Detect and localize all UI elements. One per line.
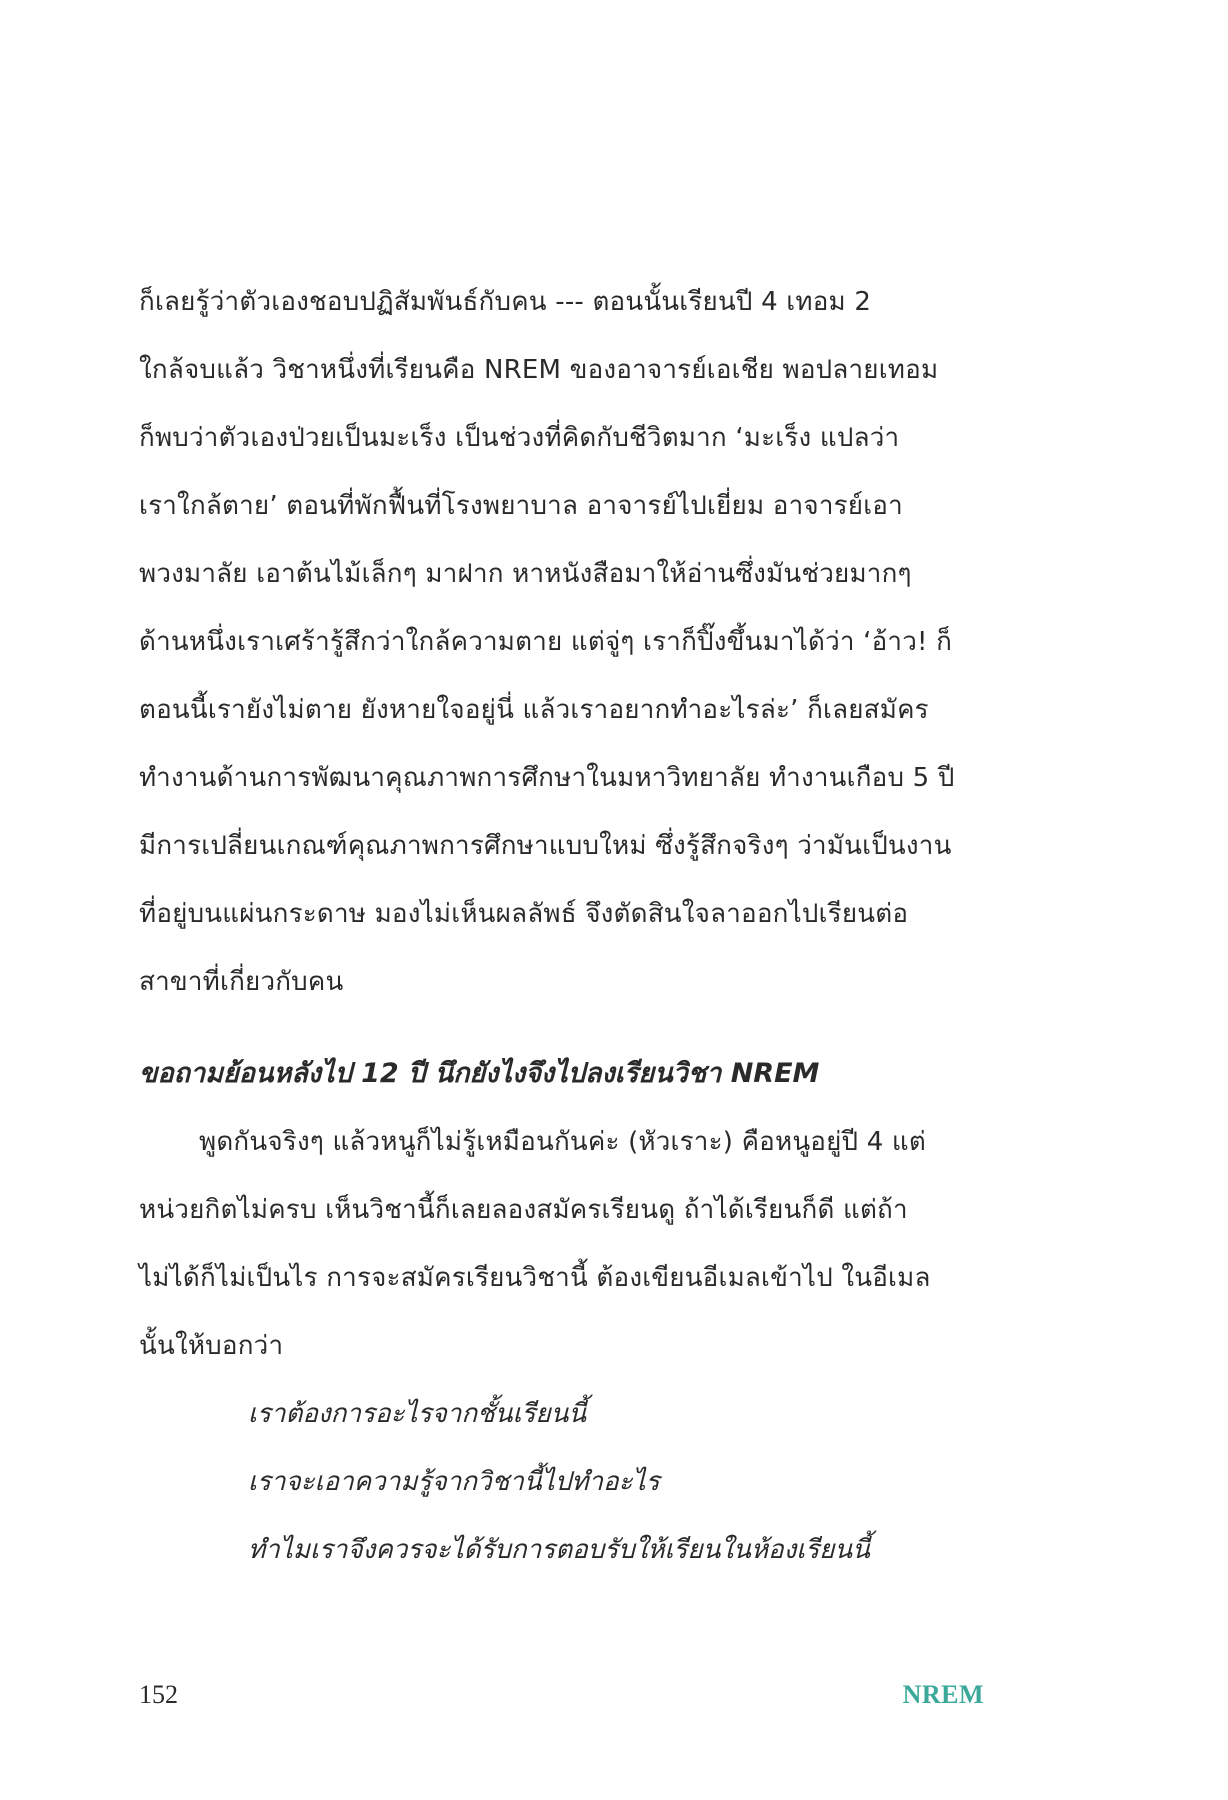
paragraph-1 (139, 268, 984, 1016)
interview-question: ขอถามย้อนหลังไป 12 ปี นึกยังไงจึงไปลงเรียนวิชา NREM (139, 1058, 820, 1089)
running-title: NREM (902, 1680, 984, 1709)
paragraph-line: ไม่ได้ก็ไม่เป็นไร การจะสมัครเรียนวิชานี้ ต้องเขียนอีเมลเข้าไป ในอีเมล (139, 1263, 931, 1293)
paragraph-2 (139, 1108, 984, 1380)
paragraph-line: ด้านหนึ่งเราเศร้ารู้สึกว่าใกล้ความตาย แต่จู่ๆ เราก็ปิ๊งขึ้นมาได้ว่า ‘อ้าว! ก็ (139, 627, 953, 657)
paragraph-line: ก็พบว่าตัวเองป่วยเป็นมะเร็ง เป็นช่วงที่คิดกับชีวิตมาก ‘มะเร็ง แปลว่า (139, 423, 900, 453)
paragraph-line: หน่วยกิตไม่ครบ เห็นวิชานี้ก็เลยลองสมัครเรียนดู ถ้าได้เรียนก็ดี แต่ถ้า (139, 1195, 908, 1225)
email-questions-list (248, 1380, 870, 1584)
paragraph-line: ที่อยู่บนแผ่นกระดาษ มองไม่เห็นผลลัพธ์ จึงตัดสินใจลาออกไปเรียนต่อ (139, 899, 909, 929)
page-number: 152 (139, 1680, 178, 1709)
paragraph-line: ตอนนี้เรายังไม่ตาย ยังหายใจอยู่นี่ แล้วเราอยากทำอะไรล่ะ’ ก็เลยสมัคร (139, 695, 929, 725)
paragraph-line: สาขาที่เกี่ยวกับคน (139, 967, 344, 997)
paragraph-line: ใกล้จบแล้ว วิชาหนึ่งที่เรียนคือ NREM ของอาจารย์เอเชีย พอปลายเทอม (139, 355, 939, 385)
paragraph-line: พวงมาลัย เอาต้นไม้เล็กๆ มาฝาก หาหนังสือมาให้อ่านซึ่งมันช่วยมากๆ (139, 559, 912, 589)
paragraph-line: ก็เลยรู้ว่าตัวเองชอบปฏิสัมพันธ์กับคน --- ตอนนั้นเรียนปี 4 เทอม 2 (139, 287, 872, 317)
email-question-item: เราจะเอาความรู้จากวิชานี้ไปทำอะไร (248, 1467, 660, 1497)
email-question-item: เราต้องการอะไรจากชั้นเรียนนี้ (248, 1399, 587, 1429)
paragraph-line: มีการเปลี่ยนเกณฑ์คุณภาพการศึกษาแบบใหม่ ซึ่งรู้สึกจริงๆ ว่ามันเป็นงาน (139, 831, 952, 861)
paragraph-line: พูดกันจริงๆ แล้วหนูก็ไม่รู้เหมือนกันค่ะ (หัวเราะ) คือหนูอยู่ปี 4 แต่ (199, 1127, 926, 1157)
paragraph-line: ทำงานด้านการพัฒนาคุณภาพการศึกษาในมหาวิทยาลัย ทำงานเกือบ 5 ปี (139, 763, 955, 793)
paragraph-line: นั้นให้บอกว่า (139, 1331, 284, 1361)
email-question-item: ทำไมเราจึงควรจะได้รับการตอบรับให้เรียนในห้องเรียนนี้ (248, 1535, 870, 1565)
paragraph-line: เราใกล้ตาย’ ตอนที่พักฟื้นที่โรงพยาบาล อาจารย์ไปเยี่ยม อาจารย์เอา (139, 491, 903, 521)
